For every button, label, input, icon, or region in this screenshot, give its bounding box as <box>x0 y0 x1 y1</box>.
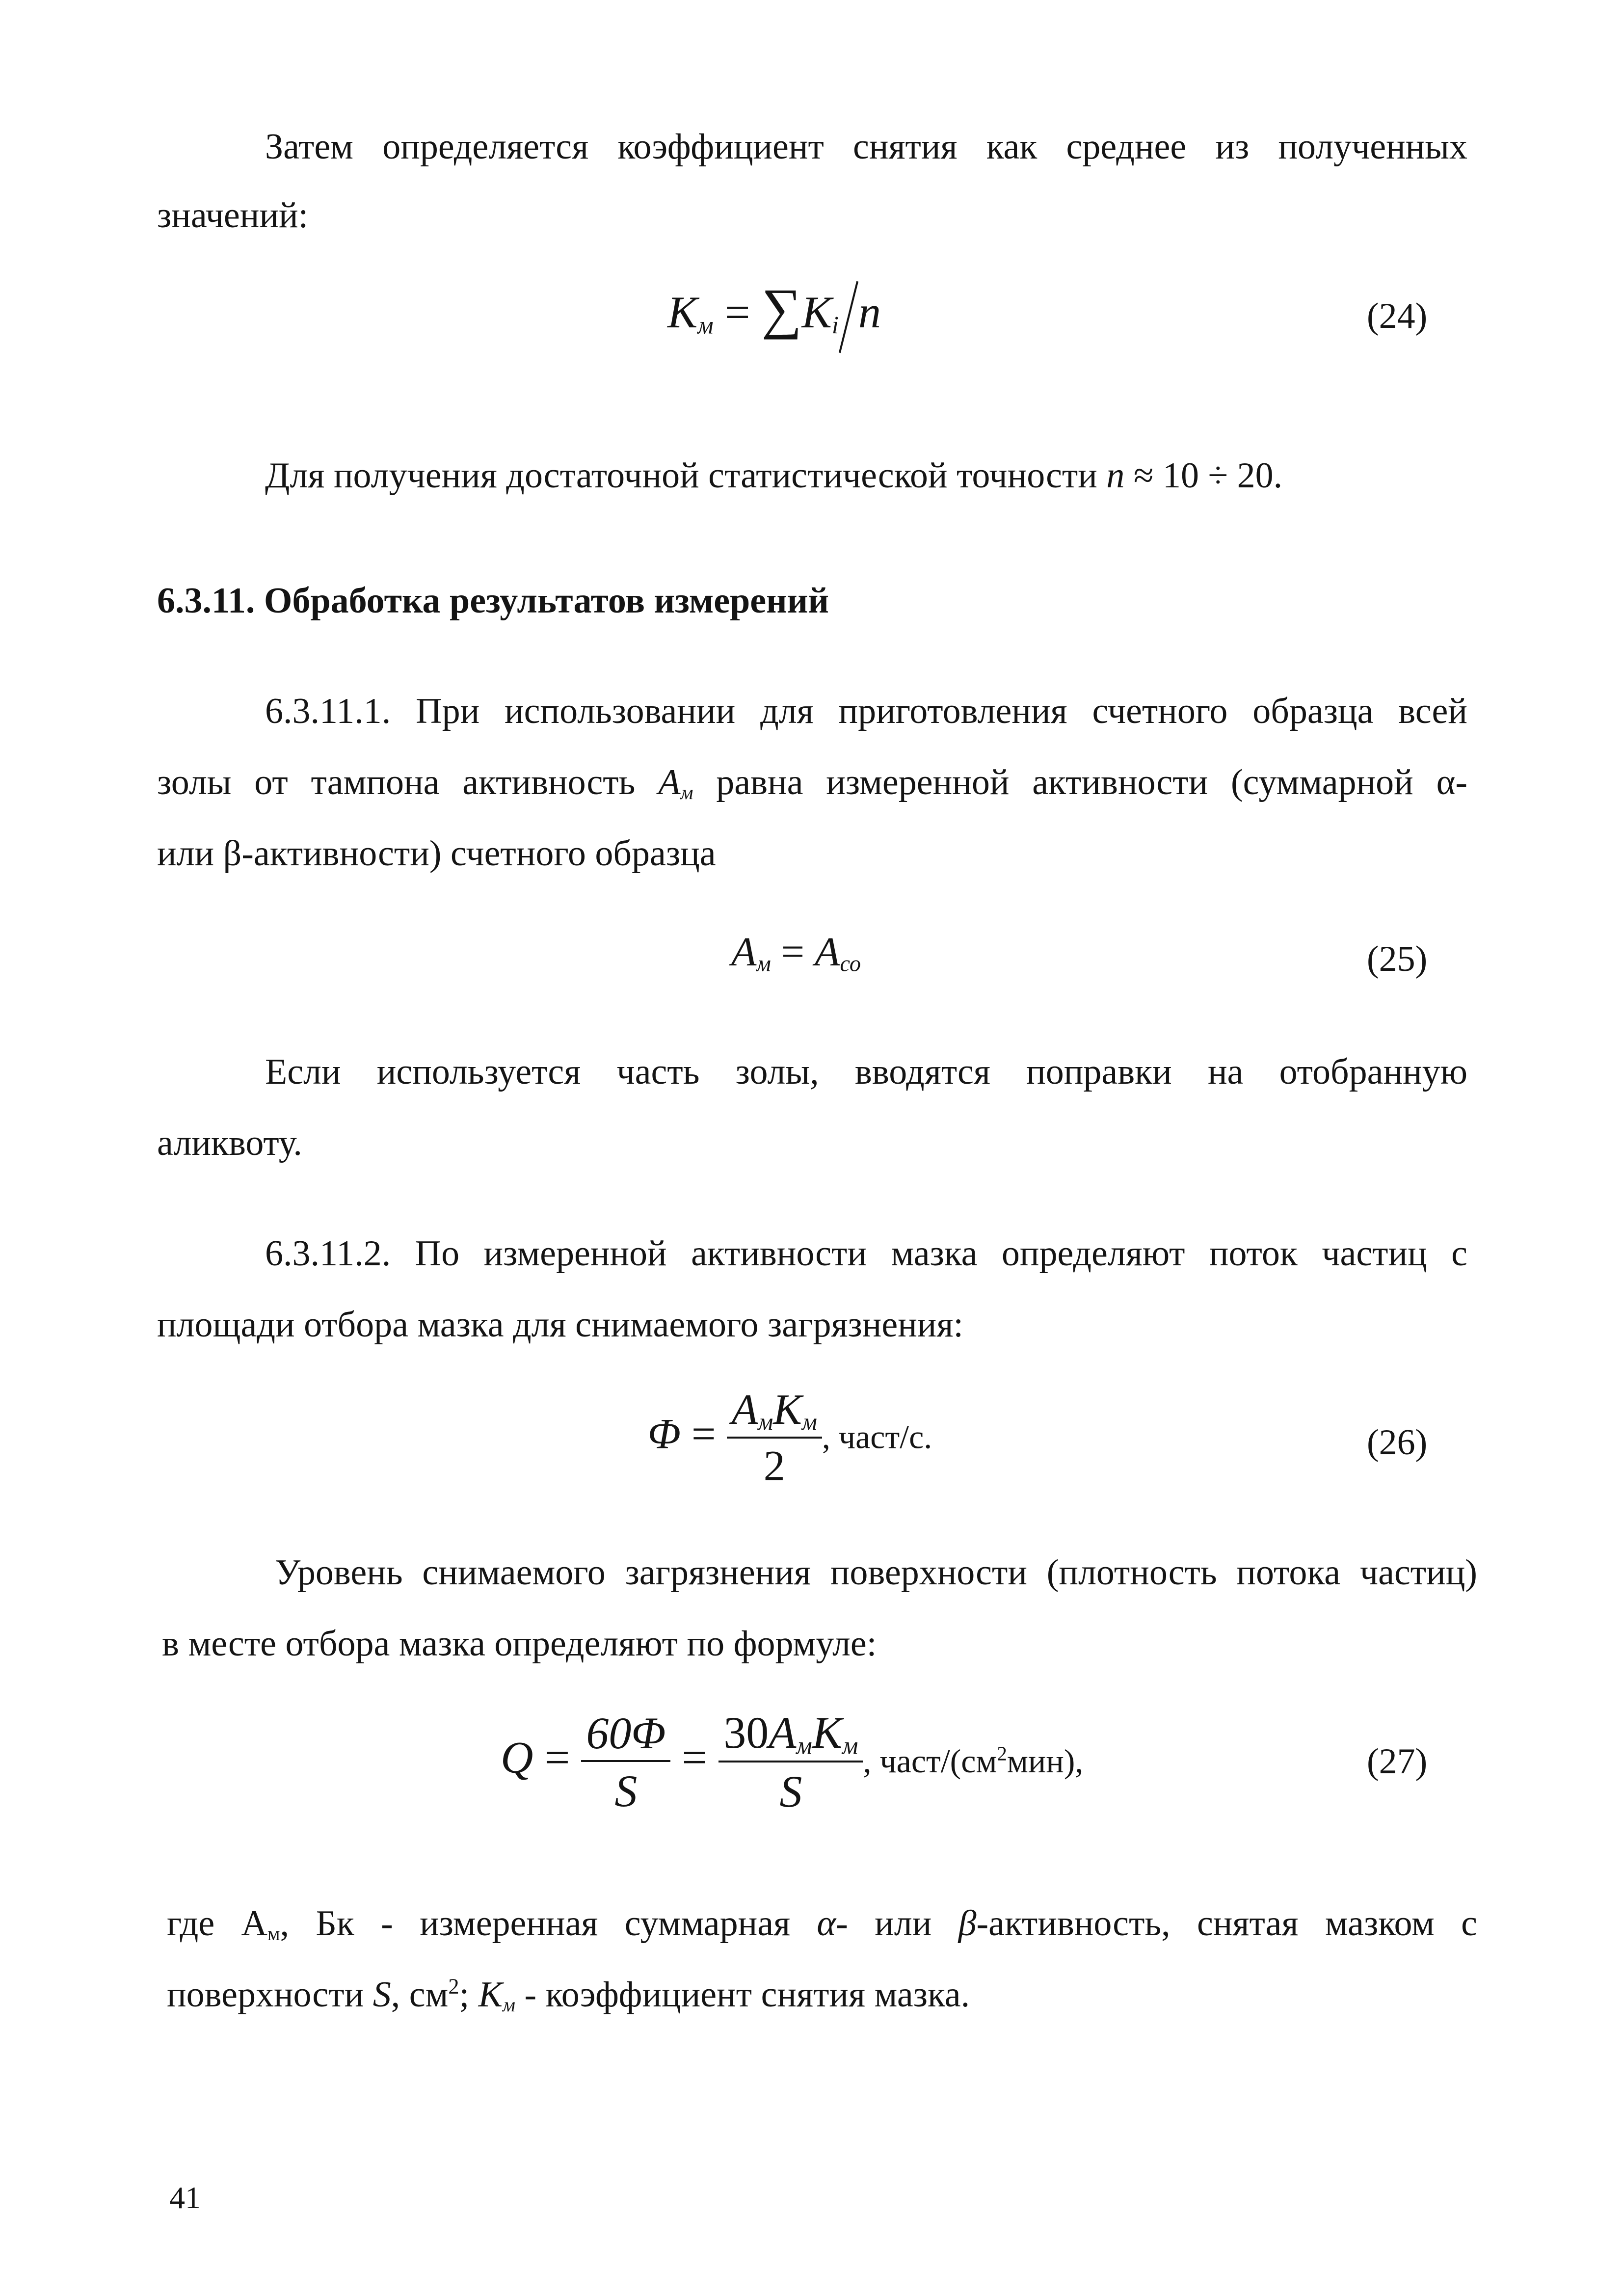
paragraph-intro-line2: значений: <box>157 195 309 236</box>
p7-l2-sup: 2 <box>448 1974 459 1999</box>
eq27-f2-numerator <box>718 1706 863 1761</box>
eq27-f2-k: K <box>812 1708 843 1758</box>
eq25-rhs: A <box>815 929 840 975</box>
eq24-division-slash <box>839 280 858 354</box>
eq27-f2-denominator <box>718 1761 863 1818</box>
page-number: 41 <box>169 2180 201 2215</box>
eq27-equals-2: = <box>682 1732 708 1783</box>
eq27-unit-a: , част/(см <box>863 1742 997 1780</box>
eq26-lhs: Φ <box>648 1410 681 1458</box>
eq27-f1-numerator <box>581 1706 670 1760</box>
paragraph-level-line1: Уровень снимаемого загрязнения поверхности (плотность потока частиц) <box>275 1552 1477 1593</box>
paragraph-precision <box>265 454 1282 498</box>
precision-range: ≈ 10 ÷ 20. <box>1124 455 1283 496</box>
equation-27-number: (27) <box>1367 1741 1428 1782</box>
eq27-unit-b: мин), <box>1007 1742 1084 1780</box>
equation-25 <box>731 928 861 977</box>
eq24-sum-symbol: ∑ <box>761 277 802 340</box>
paragraph-where-line2 <box>167 1973 970 2017</box>
equation-26 <box>648 1384 932 1493</box>
eq27-f1-den-text: S <box>614 1766 638 1816</box>
p7-l2-text-d: - коэффициент снятия мазка. <box>515 1975 970 2015</box>
p7-beta: β <box>958 1903 977 1944</box>
p7-alpha: α <box>817 1903 836 1944</box>
p7-text-b: , Бк - измеренная суммарная <box>280 1903 817 1944</box>
eq27-f2-coef: 30 <box>723 1708 769 1758</box>
p3-text-b: равна измеренной активности (суммарной α- <box>693 762 1468 802</box>
eq26-k: K <box>773 1386 802 1434</box>
precision-variable: n <box>1106 455 1125 496</box>
p3-activity-symbol: A <box>658 762 681 802</box>
eq26-k-sub: м <box>802 1409 817 1436</box>
eq27-f2-k-sub: м <box>842 1732 858 1760</box>
eq25-equals: = <box>771 929 815 975</box>
p7-text-d: -активность, снятая мазком с <box>976 1903 1477 1944</box>
eq24-lhs-subscript: м <box>697 311 714 339</box>
equation-27 <box>501 1706 1083 1819</box>
section-heading: 6.3.11. Обработка результатов измерений <box>157 581 829 621</box>
eq25-lhs-subscript: м <box>756 951 771 976</box>
equation-25-number: (25) <box>1367 939 1428 979</box>
p7-l2-text-a: поверхности <box>167 1975 373 2015</box>
eq24-term: K <box>801 287 832 337</box>
eq26-a: A <box>731 1386 758 1434</box>
paragraph-where-line1 <box>167 1902 1477 1946</box>
precision-text: Для получения достаточной статистической точности <box>265 455 1097 496</box>
equation-26-number: (26) <box>1367 1422 1428 1463</box>
paragraph-6-3-11-1-line3: или β-активности) счетного образца <box>157 833 716 874</box>
eq26-fraction <box>727 1384 822 1493</box>
paragraph-6-3-11-1-line1: 6.3.11.1. При использовании для приготовления счетного образца всей <box>265 691 1467 731</box>
p7-text-c: - или <box>836 1903 958 1944</box>
paragraph-aliquot-line2: аликвоту. <box>157 1123 302 1163</box>
eq27-f2-den-text: S <box>779 1766 802 1817</box>
eq26-a-sub: м <box>758 1409 773 1436</box>
paragraph-aliquot-line1: Если используется часть золы, вводятся поправки на отобранную <box>265 1052 1467 1092</box>
p7-l2-k-sub: м <box>503 1994 515 2016</box>
eq25-lhs: A <box>731 929 757 975</box>
eq24-term-subscript: i <box>831 311 839 339</box>
eq27-f2-a-sub: м <box>796 1732 812 1760</box>
paragraph-level-line2: в месте отбора мазка определяют по формуле: <box>162 1624 877 1664</box>
equation-24-number: (24) <box>1367 296 1428 336</box>
eq27-equals: = <box>544 1732 570 1783</box>
eq27-unit-sup: 2 <box>997 1743 1007 1765</box>
p3-text-a: золы от тампона активность <box>157 762 659 802</box>
p7-l2-s: S <box>372 1975 391 2015</box>
paragraph-6-3-11-2-line1: 6.3.11.2. По измеренной активности мазка определяют поток частиц с <box>265 1233 1467 1274</box>
eq26-numerator <box>727 1384 822 1437</box>
p7-l2-text-b: , см <box>391 1975 449 2015</box>
eq26-denominator: 2 <box>727 1437 822 1493</box>
eq27-unit <box>863 1742 1083 1780</box>
eq27-f2-a: A <box>769 1708 797 1758</box>
eq24-denominator: n <box>858 287 881 337</box>
paragraph-6-3-11-1-line2 <box>157 761 1467 805</box>
eq24-lhs: K <box>667 287 698 337</box>
eq27-lhs: Q <box>501 1732 533 1783</box>
eq24-equals: = <box>724 287 750 337</box>
eq27-fraction-1 <box>581 1706 670 1818</box>
paragraph-intro-line1: Затем определяется коэффициент снятия как среднее из полученных <box>265 127 1467 167</box>
p7-text-a: где А <box>167 1903 267 1944</box>
p7-sub-m: м <box>267 1922 280 1945</box>
p7-l2-k: K <box>478 1975 503 2015</box>
p7-l2-text-c: ; <box>459 1975 479 2015</box>
eq26-unit: , част/с. <box>822 1418 932 1456</box>
p3-activity-subscript: м <box>680 781 693 804</box>
eq27-fraction-2 <box>718 1706 863 1819</box>
equation-24 <box>667 275 881 354</box>
eq27-f1-denominator <box>581 1760 670 1818</box>
eq25-rhs-subscript: со <box>840 951 861 976</box>
eq27-f1-num-text: 60Φ <box>586 1708 666 1758</box>
eq26-equals: = <box>692 1410 716 1458</box>
paragraph-6-3-11-2-line2: площади отбора мазка для снимаемого загрязнения: <box>157 1305 963 1345</box>
